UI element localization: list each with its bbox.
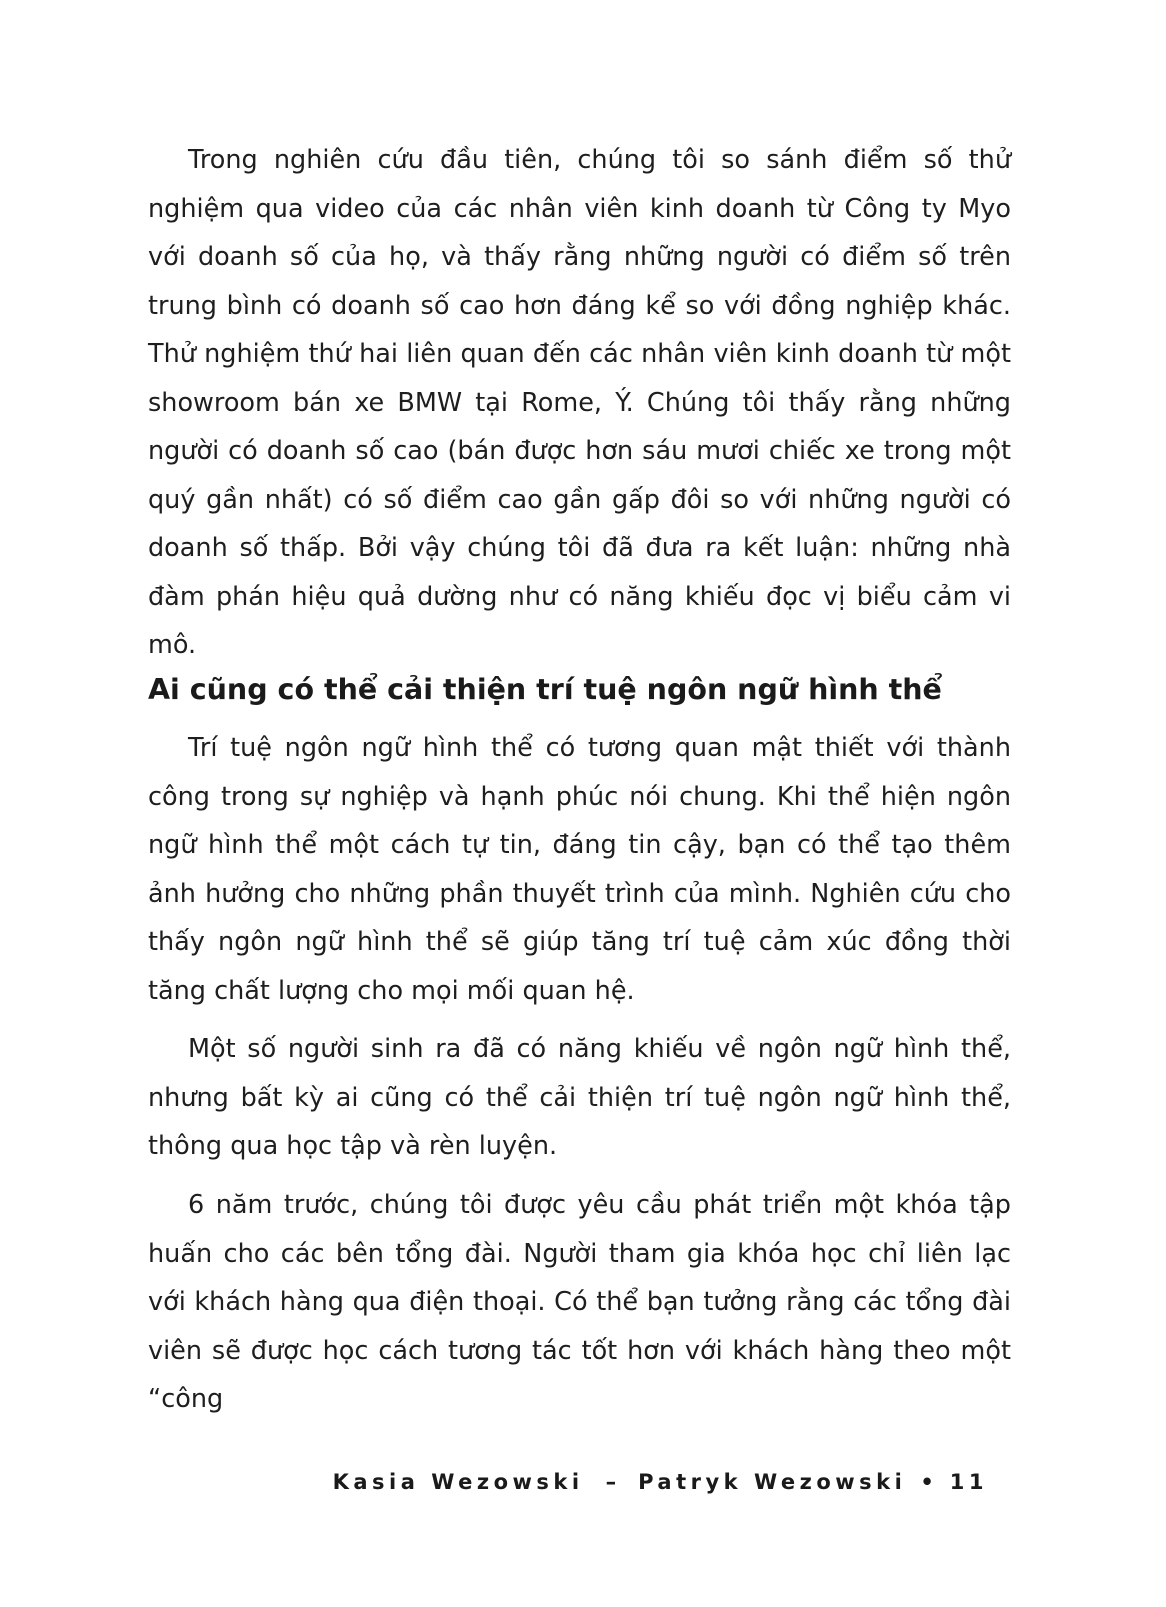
paragraph-text: Một số người sinh ra đã có năng khiếu về ngôn ngữ hình thể, nhưng bất kỳ ai cũng có thể cải thiện trí tuệ ngôn ngữ hình thể, thông qua học tập và rèn luyện. bbox=[148, 1034, 1011, 1161]
footer-author-2: Patryk Wezowski bbox=[638, 1470, 907, 1494]
footer-separator: – bbox=[605, 1470, 617, 1494]
paragraph-text: Trong nghiên cứu đầu tiên, chúng tôi so sánh điểm số thử nghiệm qua video của các nhân viên kinh doanh từ Công ty Myo với doanh số của họ, và thấy rằng những người có điểm số trên trung bình có doanh số cao hơn đáng kể so với đồng nghiệp khác. Thử nghiệm thứ hai liên quan đến các nhân viên kinh doanh từ một showroom bán xe BMW tại Rome, Ý. Chúng tôi thấy rằng những người có doanh số cao (bán được hơn sáu mươi chiếc xe trong một quý gần nhất) có số điểm cao gần gấp đôi so với những người có doanh số thấp. Bởi vậy chúng tôi đã đưa ra kết luận: những nhà đàm phán hiệu quả dường như có năng khiếu đọc vị biểu cảm vi mô. bbox=[148, 145, 1011, 660]
footer-bullet: • bbox=[920, 1470, 934, 1494]
page-number: 11 bbox=[949, 1470, 988, 1494]
paragraph-study-results bbox=[148, 136, 1011, 670]
paragraph-text: 6 năm trước, chúng tôi được yêu cầu phát triển một khóa tập huấn cho các bên tổng đài. Người tham gia khóa học chỉ liên lạc với khách hàng qua điện thoại. Có thể bạn tưởng rằng các tổng đài viên sẽ được học cách tương tác tốt hơn với khách hàng theo một “công bbox=[148, 1190, 1011, 1414]
footer-author-1: Kasia Wezowski bbox=[332, 1470, 584, 1494]
page-footer bbox=[333, 1470, 988, 1494]
paragraph-call-center-training bbox=[148, 1181, 1011, 1424]
paragraph-text: Trí tuệ ngôn ngữ hình thể có tương quan mật thiết với thành công trong sự nghiệp và hạnh phúc nói chung. Khi thể hiện ngôn ngữ hình thể một cách tự tin, đáng tin cậy, bạn có thể tạo thêm ảnh hưởng cho những phần thuyết trình của mình. Nghiên cứu cho thấy ngôn ngữ hình thể sẽ giúp tăng trí tuệ cảm xúc đồng thời tăng chất lượng cho mọi mối quan hệ. bbox=[148, 733, 1011, 1006]
paragraph-body-language-intelligence bbox=[148, 724, 1011, 1015]
section-heading: Ai cũng có thể cải thiện trí tuệ ngôn ngữ hình thể bbox=[148, 673, 942, 706]
paragraph-anyone-can-improve bbox=[148, 1025, 1011, 1171]
